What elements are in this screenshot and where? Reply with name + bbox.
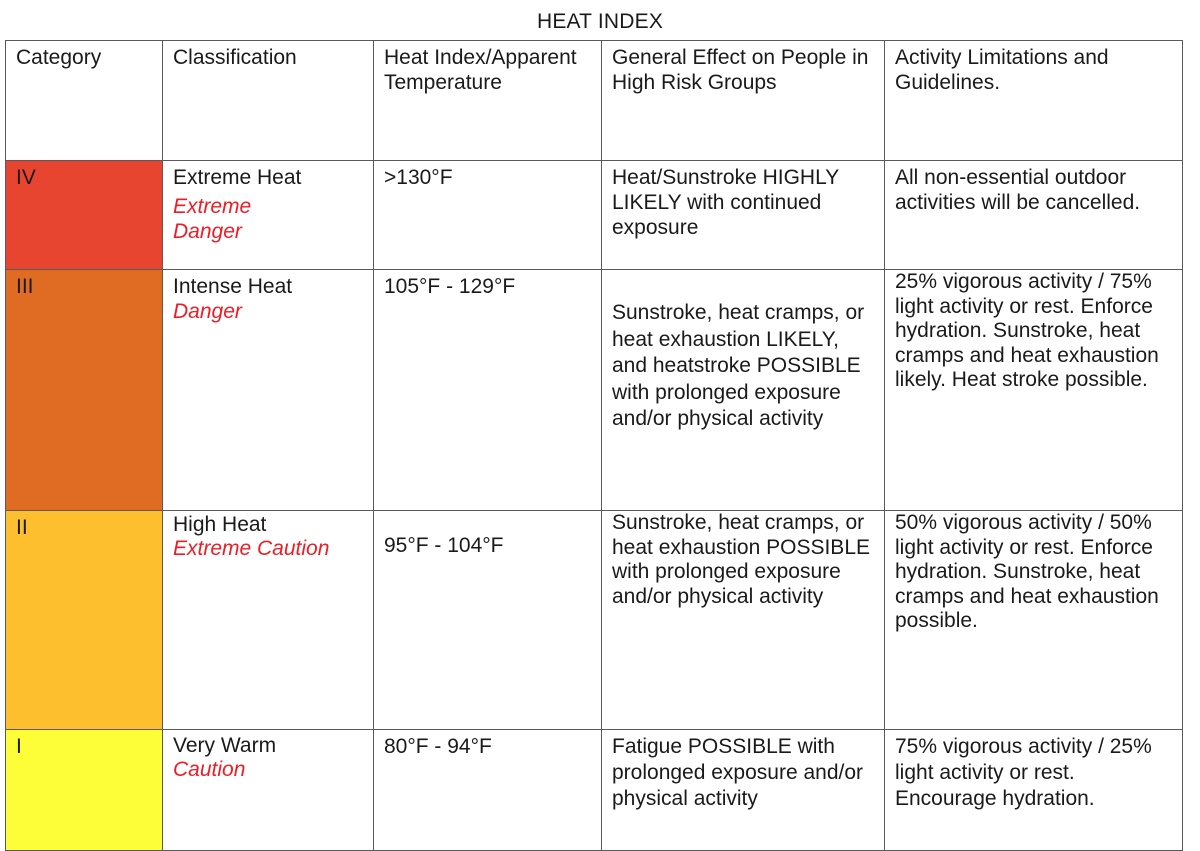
page-title: HEAT INDEX [536,10,664,33]
warning-label: Extreme Danger [173,195,252,243]
category-cell: III [6,270,163,511]
warning-label: Extreme Caution [173,537,330,560]
table-row [6,511,1183,730]
effect-cell: Heat/Sunstroke HIGHLY LIKELY with continued exposure [602,161,885,270]
table-row [6,730,1183,851]
table-row [6,270,1183,511]
effect-cell: Fatigue POSSIBLE with prolonged exposure and/or physical activity [602,730,885,851]
range-cell: 80°F - 94°F [374,730,602,851]
classification-cell [163,511,374,730]
header-classification: Classification [163,41,374,161]
heat-index-table [5,40,1183,851]
category-cell: IV [6,161,163,270]
classification-cell [163,161,374,270]
category-cell: II [6,511,163,730]
classification-label: Very Warm [173,734,277,757]
header-category: Category [6,41,163,161]
header-row [6,41,1183,161]
range-cell: 95°F - 104°F [374,511,602,730]
limits-cell: 75% vigorous activity / 25% light activity or rest. Encourage hydration. [885,730,1183,851]
effect-cell: Sunstroke, heat cramps, or heat exhaustion POSSIBLE with prolonged exposure and/or physical activity [602,511,885,730]
header-heat-index: Heat Index/Apparent Temperature [374,41,602,161]
header-effect: General Effect on People in High Risk Groups [602,41,885,161]
warning-label: Danger [173,300,242,323]
limits-cell: 50% vigorous activity / 50% light activity or rest. Enforce hydration. Sunstroke, heat cramps and heat exhaustion possible. [885,511,1183,730]
classification-label: Extreme Heat [173,166,302,189]
effect-cell: Sunstroke, heat cramps, or heat exhaustion LIKELY, and heatstroke POSSIBLE with prolonged exposure and/or physical activity [602,270,885,511]
limits-cell: All non-essential outdoor activities will be cancelled. [885,161,1183,270]
classification-label: Intense Heat [173,275,293,298]
classification-cell [163,270,374,511]
limits-cell: 25% vigorous activity / 75% light activity or rest. Enforce hydration. Sunstroke, heat cramps and heat exhaustion likely. Heat stroke possible. [885,270,1183,511]
category-cell: I [6,730,163,851]
range-cell: 105°F - 129°F [374,270,602,511]
table-row [6,161,1183,270]
warning-label: Caution [173,758,246,781]
range-cell: >130°F [374,161,602,270]
classification-cell [163,730,374,851]
classification-label: High Heat [173,513,267,536]
header-limits: Activity Limitations and Guidelines. [885,41,1183,161]
